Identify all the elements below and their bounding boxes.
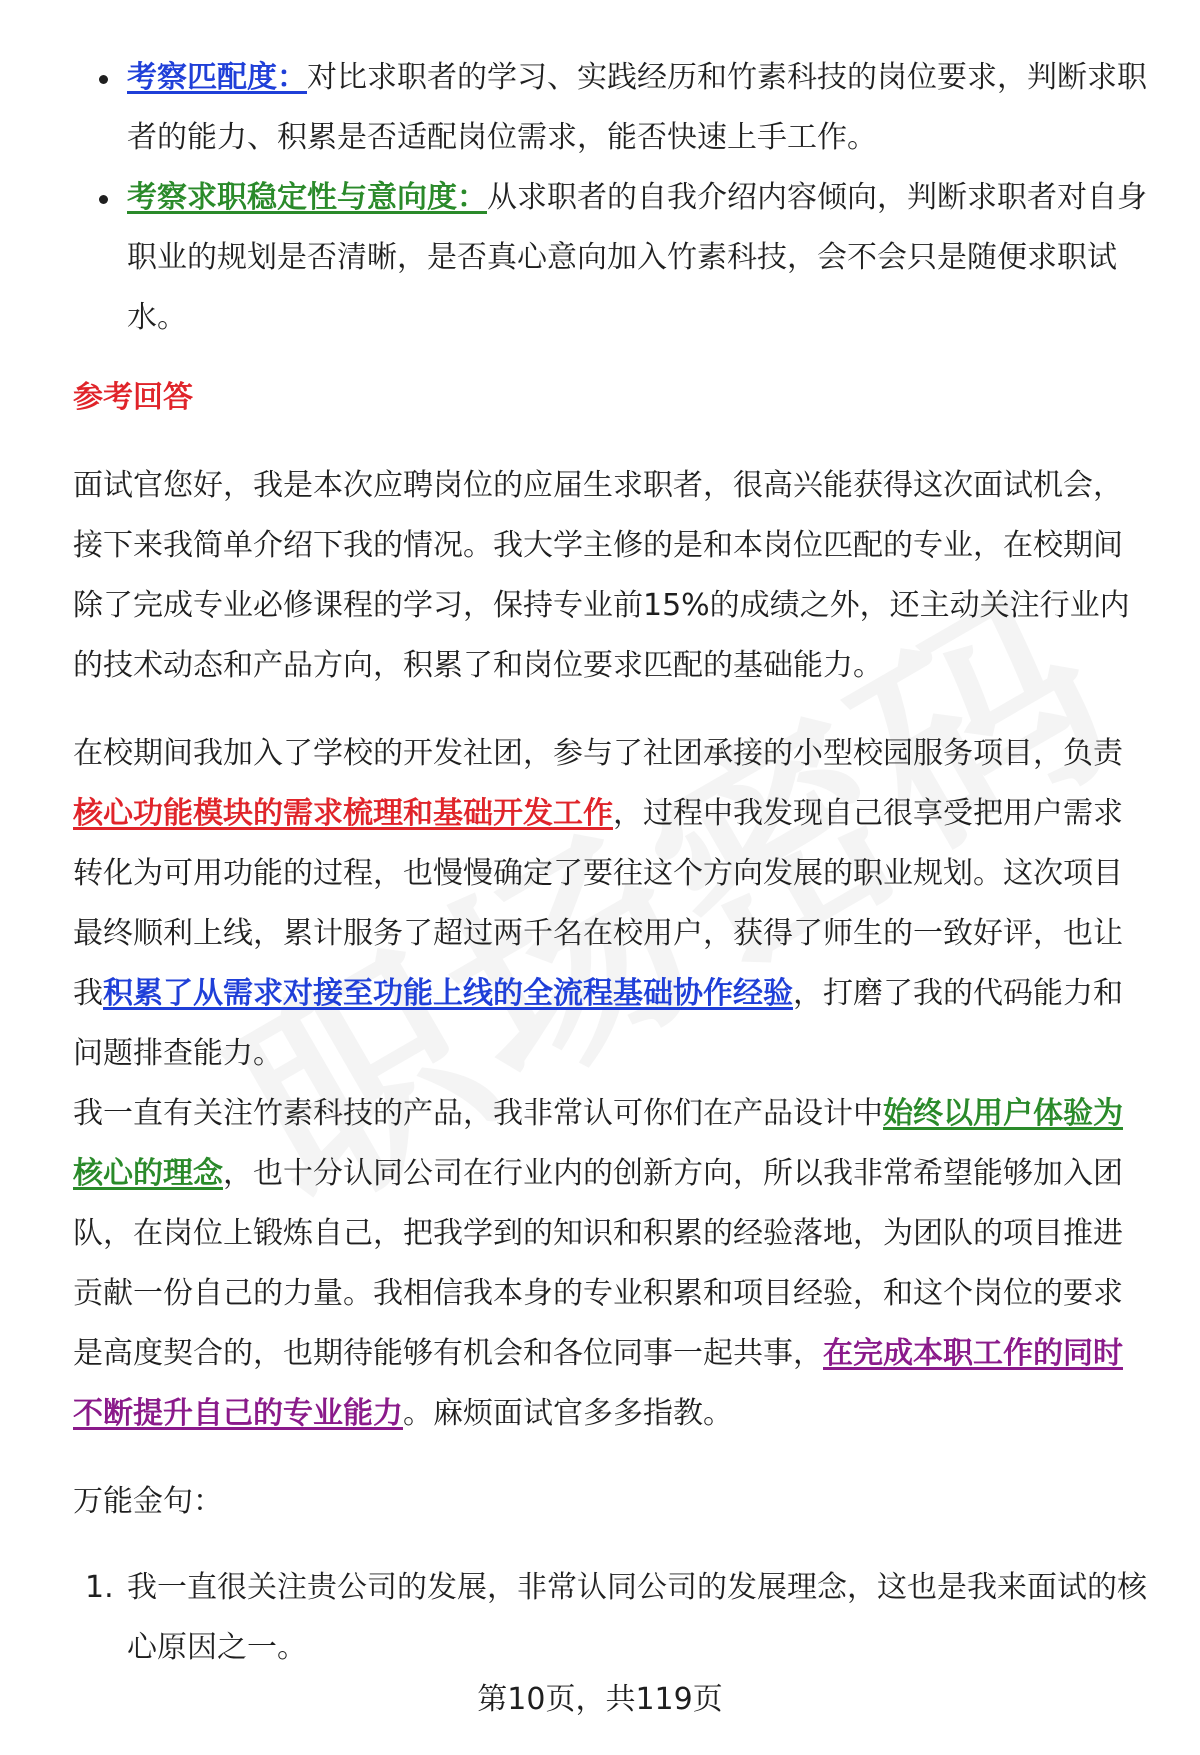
golden-sentences-title: 万能金句： (73, 1484, 223, 1519)
criteria-list (73, 48, 1148, 348)
paragraph-text: 在校期间我加入了学校的开发社团，参与了社团承接的小型校园服务项目，负责 (73, 736, 1123, 771)
highlight-text: 在完成本职工作的同时不断提升自己的专业能力 (73, 1336, 1123, 1431)
highlight-text: 始终以用户体验为核心的理念 (73, 1096, 1123, 1191)
page-footer: 第10页，共119页 (477, 1682, 723, 1717)
section-title: 参考回答 (73, 380, 193, 415)
highlight-text: 核心功能模块的需求梳理和基础开发工作 (73, 796, 613, 831)
highlight-text: 积累了从需求对接至功能上线的全流程基础协作经验 (103, 976, 793, 1011)
list-item (73, 48, 1148, 168)
list-item (73, 1558, 1148, 1678)
list-item-text: 我一直很关注贵公司的发展，非常认同公司的发展理念，这也是我来面试的核心原因之一。 (127, 1570, 1147, 1665)
paragraph-text: ，打磨了我的代码能力和问题排查能力。 (73, 976, 1123, 1071)
answer-paragraph: 面试官您好，我是本次应聘岗位的应届生求职者，很高兴能获得这次面试机会，接下来我简单介绍下我的情况。我大学主修的是和本岗位匹配的专业，在校期间除了完成专业必修课程的学习，保持专业前15%的成绩之外，还主动关注行业内的技术动态和产品方向，积累了和岗位要求匹配的基础能力。 (73, 468, 1130, 683)
bullet-icon (99, 75, 108, 84)
criteria-text: 对比求职者的学习、实践经历和竹素科技的岗位要求，判断求职者的能力、积累是否适配岗位需求，能否快速上手工作。 (127, 60, 1147, 155)
bullet-icon (99, 195, 108, 204)
paragraph-text: ，也十分认同公司在行业内的创新方向，所以我非常希望能够加入团队，在岗位上锻炼自己，把我学到的知识和积累的经验落地，为团队的项目推进贡献一份自己的力量。我相信我本身的专业积累和项目经验，和这个岗位的要求是高度契合的，也期待能够有机会和各位同事一起共事， (73, 1156, 1123, 1371)
document-content (73, 48, 1148, 1678)
paragraph-text: 。麻烦面试官多多指教。 (403, 1396, 733, 1431)
criteria-text: 从求职者的自我介绍内容倾向，判断求职者对自身职业的规划是否清晰，是否真心意向加入竹素科技，会不会只是随便求职试水。 (127, 180, 1147, 335)
answer-paragraph (73, 1084, 1148, 1444)
list-item (73, 168, 1148, 348)
paragraph-text: 我一直有关注竹素科技的产品，我非常认可你们在产品设计中 (73, 1096, 883, 1131)
criteria-label: 考察匹配度： (127, 60, 307, 95)
list-number: 1. (85, 1570, 114, 1605)
answer-paragraph (73, 724, 1148, 1084)
paragraph-text: ，过程中我发现自己很享受把用户需求转化为可用功能的过程，也慢慢确定了要往这个方向发展的职业规划。这次项目最终顺利上线，累计服务了超过两千名在校用户，获得了师生的一致好评，也让我 (73, 796, 1123, 1011)
criteria-label: 考察求职稳定性与意向度： (127, 180, 487, 215)
